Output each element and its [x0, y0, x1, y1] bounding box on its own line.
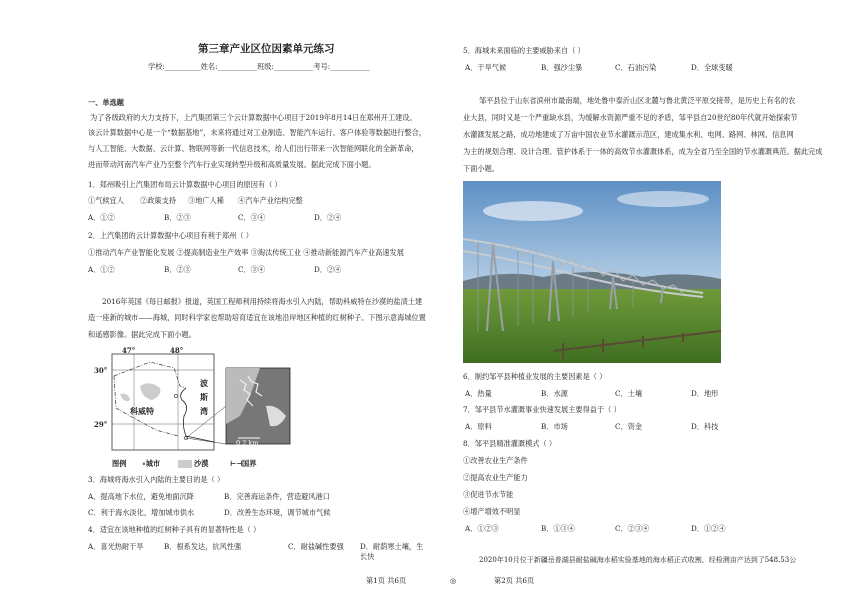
q4-option-a[interactable]: A．喜光热耐干旱: [88, 542, 144, 551]
question-4: 4．适宜在该地种植的红树种子具有的显著特性是（ ）: [88, 525, 261, 534]
q8-option-c[interactable]: C．②③④: [615, 524, 650, 533]
q8-item: ②提高农业生产能力: [463, 473, 528, 482]
q2-option-c[interactable]: C．③④: [238, 265, 266, 274]
passage1-line: 为了各级政府的大力支持下，上汽集团第三个云计算数据中心项目于2019年8月14日在郑州开工建设。: [90, 113, 417, 122]
q7-option-d[interactable]: D．科技: [691, 422, 719, 431]
q3-option-b[interactable]: B．完善海运条件，营造避风港口: [224, 492, 330, 501]
section-heading: 一、单选题: [88, 98, 124, 107]
q2-option-d[interactable]: D．②④: [314, 265, 342, 274]
q8-option-d[interactable]: D．①②④: [691, 524, 726, 533]
question-2: 2．上汽集团的云计算数据中心项目有利于郑州（ ）: [88, 231, 253, 240]
irrigation-photo: [463, 181, 721, 363]
passage3-line: 业大县，同时又是一个严重缺水县，为缓解水资源严重不足的矛盾，邹平县自20世纪80年代就开始探索节: [463, 113, 798, 122]
passage2-line: 和遥感影像。据此完成下面小题。: [88, 330, 196, 339]
latitude-label: 29°: [94, 420, 108, 429]
question-6: 6．制约邹平县种植业发展的主要因素是（ ）: [463, 372, 607, 381]
worksheet-title: 第三章产业区位因素单元练习: [198, 43, 335, 55]
q4-option-b[interactable]: B．根系发达，抗风性强: [164, 542, 242, 551]
q5-option-b[interactable]: B．强沙尘暴: [541, 63, 583, 72]
legend-desert: 沙漠: [194, 459, 209, 468]
q6-option-a[interactable]: A．热量: [465, 389, 492, 398]
passage3-line: 邹平县位于山东省滨州市最南端，地处鲁中泰沂山区北麓与鲁北黄泛平原交接带，是历史上有名的农: [479, 96, 796, 105]
longitude-label: 48°: [170, 346, 184, 355]
q8-item: ③促进节水节能: [463, 490, 514, 499]
student-info-line: 学校:__________姓名:___________班级:___________考号:___________: [148, 62, 370, 71]
q3-option-d[interactable]: D．改善生态环境，调节城市气候: [224, 508, 331, 517]
passage3-line: 水灌溉发展之路，成功地建成了万亩中国农业节水灌溉示范区，建成集水利、电网、路网、林网、信息网: [463, 130, 794, 139]
q1-item: ③地广人稀: [188, 196, 224, 205]
q4-option-c[interactable]: C．耐盐碱性要强: [288, 542, 344, 551]
haicheng-location-map: [90, 346, 300, 458]
gulf-label-char: 斯: [200, 392, 208, 402]
legend-border-icon: ⊢⊣: [230, 459, 243, 468]
passage3-line: 下面小题。: [463, 164, 499, 173]
q2-items: ①推动汽车产业智能化发展 ②提高制造业生产效率 ③淘汰传统工业 ④推动新能源汽车产业高速发展: [88, 248, 404, 257]
passage3-line: 为主的规划合理、设计合理、管护体系于一体的高效节水灌溉体系，成为全省乃至全国的节水灌溉典范。据此完成: [463, 147, 823, 156]
q7-option-a[interactable]: A．原料: [465, 422, 492, 431]
q5-option-c[interactable]: C．石油污染: [615, 63, 657, 72]
passage2-line: 造一座新的城市——海城，同时科学家也帮助培育适宜在该地沿岸地区种植的红树种子。下图示意海城位置: [88, 313, 426, 322]
page-number-left: 第1页 共6页: [366, 576, 407, 585]
passage4-line: 2020年10月位于新疆岳普湖县耐盐碱海水稻实验基地的海水稻正式收割，经检测亩产达到了548.53公: [479, 556, 797, 564]
q5-option-a[interactable]: A．干旱气候: [465, 63, 507, 72]
q1-option-d[interactable]: D．②④: [314, 213, 342, 222]
latitude-label: 30°: [94, 366, 108, 375]
q1-item: ②政策支持: [140, 196, 176, 205]
question-5: 5．海城未来面临的主要威胁来自（ ）: [463, 46, 585, 55]
question-1: 1．郑州吸引上汽集团布局云计算数据中心项目的原因有（ ）: [88, 180, 282, 189]
passage2-line: 2016年英国《每日邮报》报道，英国工程师利用持续将海水引入内陆，帮助科威特在沙漠的盐渍土建: [102, 297, 423, 306]
gulf-label-char: 湾: [200, 406, 208, 416]
longitude-label: 47°: [122, 346, 136, 355]
q7-option-b[interactable]: B．市场: [541, 422, 568, 431]
scale-label: 0 2 km: [236, 439, 259, 447]
q6-option-c[interactable]: C．土壤: [615, 389, 643, 398]
q8-item: ④增产增效不明显: [463, 507, 521, 516]
question-8: 8．邹平县精准灌溉模式（ ）: [463, 439, 557, 448]
legend-border: 国界: [242, 459, 257, 468]
legend-title: 图例: [112, 459, 127, 468]
page-separator-icon: ◎: [450, 576, 457, 585]
page-number-right: 第2页 共6页: [494, 576, 535, 585]
q6-option-b[interactable]: B．水源: [541, 389, 568, 398]
q8-option-a[interactable]: A．①②③: [465, 524, 499, 533]
passage1-line: 与人工智能、大数据、云计算、物联网等新一代信息技术，给人们出行带来一次智能网联化的全新革命，: [88, 144, 419, 153]
q8-option-b[interactable]: B．①③④: [541, 524, 576, 533]
q1-option-b[interactable]: B．②③: [164, 213, 191, 222]
q3-option-c[interactable]: C．利于海水淡化，增加城市供水: [88, 508, 195, 517]
legend-city: ∘城市: [142, 459, 161, 468]
gulf-label-char: 波: [200, 378, 208, 388]
q6-option-d[interactable]: D．地形: [691, 389, 719, 398]
question-3: 3．海城将海水引入内陆的主要目的是（ ）: [88, 475, 225, 484]
legend-desert-swatch: [178, 460, 192, 468]
q8-item: ①改善农业生产条件: [463, 456, 528, 465]
country-label: 科威特: [130, 406, 154, 416]
q2-option-b[interactable]: B．②③: [164, 265, 191, 274]
q4-option-d[interactable]: D．耐荫寒土壤，生长快: [360, 542, 424, 561]
q1-option-c[interactable]: C．③④: [238, 213, 266, 222]
q3-option-a[interactable]: A．提高地下水位，避免地面沉降: [88, 492, 194, 501]
q1-option-a[interactable]: A．①②: [88, 213, 115, 222]
q1-item: ④汽车产业结构完整: [238, 196, 303, 205]
passage1-line: 该云计算数据中心是一个“数据基地”，未来将通过对工业制造、智能汽车运行、客户体验等数据进行整合，: [88, 128, 426, 137]
question-7: 7．邹平县节水灌溉事业快速发展主要得益于（ ）: [463, 405, 621, 414]
q5-option-d[interactable]: D．全球变暖: [691, 63, 733, 72]
q1-item: ①气候宜人: [88, 196, 124, 205]
q7-option-c[interactable]: C．资金: [615, 422, 643, 431]
passage1-line: 进而带动河南汽车产业乃至整个汽车行业实现转型升级和高质量发展。据此完成下面小题。: [88, 160, 376, 169]
q2-option-a[interactable]: A．①②: [88, 265, 115, 274]
